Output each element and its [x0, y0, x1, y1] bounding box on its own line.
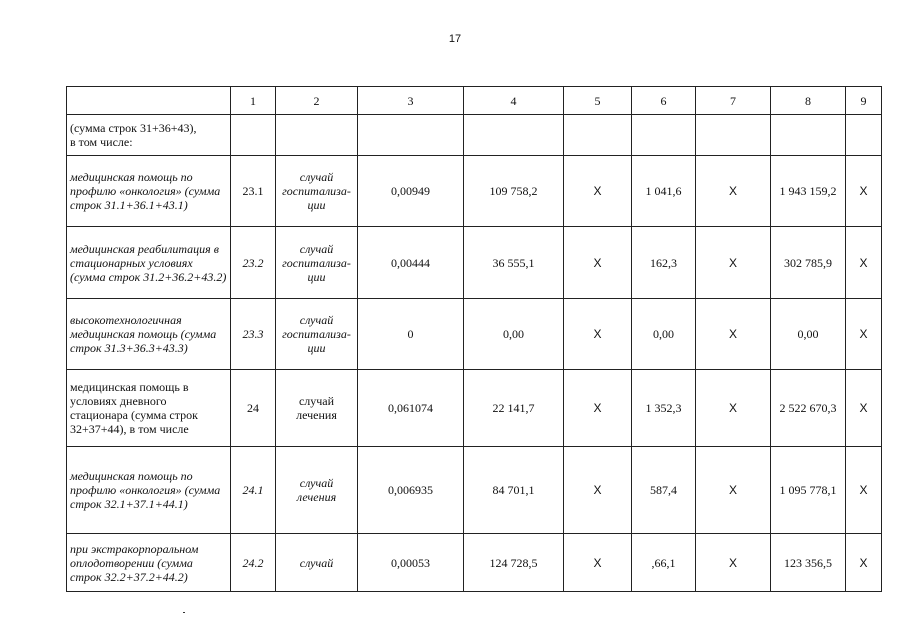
value-cell: 0 [358, 299, 464, 370]
value-cell: 22 141,7 [464, 370, 564, 447]
x-mark-cell: Х [846, 299, 882, 370]
row-code: 23.2 [231, 227, 276, 299]
header-cell: 2 [276, 87, 358, 115]
row-label: при экстракорпоральном оплодотворении (сумма строк 32.2+37.2+44.2) [67, 534, 231, 592]
value-cell: 162,3 [632, 227, 696, 299]
table-row [67, 370, 882, 447]
data-table [66, 86, 882, 592]
table-row [67, 115, 882, 156]
value-cell: 123 356,5 [771, 534, 846, 592]
value-cell [771, 115, 846, 156]
value-cell: 1 352,3 [632, 370, 696, 447]
row-label: медицинская помощь по профилю «онкология» (сумма строк 32.1+37.1+44.1) [67, 447, 231, 534]
header-cell: 6 [632, 87, 696, 115]
table-row [67, 447, 882, 534]
unit-cell: случай госпитализа-ции [276, 156, 358, 227]
value-cell: 1 041,6 [632, 156, 696, 227]
row-code: 23.1 [231, 156, 276, 227]
row-code: 23.3 [231, 299, 276, 370]
x-mark-cell [696, 115, 771, 156]
value-cell: 109 758,2 [464, 156, 564, 227]
header-cell: 9 [846, 87, 882, 115]
table-row [67, 534, 882, 592]
value-cell: 0,006935 [358, 447, 464, 534]
value-cell: 587,4 [632, 447, 696, 534]
value-cell [464, 115, 564, 156]
table-row [67, 156, 882, 227]
row-label: медицинская помощь по профилю «онкология» (сумма строк 31.1+36.1+43.1) [67, 156, 231, 227]
x-mark-cell: Х [564, 227, 632, 299]
value-cell: 302 785,9 [771, 227, 846, 299]
x-mark-cell: Х [564, 447, 632, 534]
value-cell [632, 115, 696, 156]
value-cell: 2 522 670,3 [771, 370, 846, 447]
x-mark-cell: Х [696, 299, 771, 370]
unit-cell [276, 115, 358, 156]
value-cell: 0,00 [464, 299, 564, 370]
table-header-row [67, 87, 882, 115]
x-mark-cell: Х [846, 227, 882, 299]
row-label: высокотехнологичная медицинская помощь (сумма строк 31.3+36.3+43.3) [67, 299, 231, 370]
x-mark-cell [846, 115, 882, 156]
row-code [231, 115, 276, 156]
row-label: медицинская реабилитация в стационарных условиях (сумма строк 31.2+36.2+43.2) [67, 227, 231, 299]
value-cell: 0,00 [771, 299, 846, 370]
value-cell: 1 095 778,1 [771, 447, 846, 534]
value-cell: 36 555,1 [464, 227, 564, 299]
x-mark-cell: Х [846, 447, 882, 534]
value-cell: 84 701,1 [464, 447, 564, 534]
value-cell: 0,061074 [358, 370, 464, 447]
x-mark-cell: Х [696, 227, 771, 299]
unit-cell: случай лечения [276, 370, 358, 447]
value-cell: 0,00 [632, 299, 696, 370]
page-number: 17 [448, 33, 462, 45]
header-cell: 7 [696, 87, 771, 115]
value-cell: 0,00053 [358, 534, 464, 592]
unit-cell: случай лечения [276, 447, 358, 534]
value-cell: 124 728,5 [464, 534, 564, 592]
header-cell: 1 [231, 87, 276, 115]
row-code: 24.2 [231, 534, 276, 592]
x-mark-cell: Х [846, 370, 882, 447]
x-mark-cell: Х [564, 370, 632, 447]
x-mark-cell [564, 115, 632, 156]
scan-speck [183, 612, 185, 613]
x-mark-cell: Х [564, 156, 632, 227]
header-cell: 5 [564, 87, 632, 115]
x-mark-cell: Х [696, 534, 771, 592]
header-cell: 4 [464, 87, 564, 115]
table-row [67, 299, 882, 370]
value-cell [358, 115, 464, 156]
row-code: 24.1 [231, 447, 276, 534]
x-mark-cell: Х [846, 534, 882, 592]
x-mark-cell: Х [696, 447, 771, 534]
header-cell: 3 [358, 87, 464, 115]
unit-cell: случай госпитализа-ции [276, 299, 358, 370]
value-cell: ,66,1 [632, 534, 696, 592]
x-mark-cell: Х [564, 534, 632, 592]
value-cell: 0,00949 [358, 156, 464, 227]
x-mark-cell: Х [696, 156, 771, 227]
value-cell: 0,00444 [358, 227, 464, 299]
x-mark-cell: Х [564, 299, 632, 370]
row-label: (сумма строк 31+36+43), в том числе: [67, 115, 231, 156]
header-cell-blank [67, 87, 231, 115]
table-row [67, 227, 882, 299]
unit-cell: случай госпитализа-ции [276, 227, 358, 299]
row-code: 24 [231, 370, 276, 447]
row-label: медицинская помощь в условиях дневного стационара (сумма строк 32+37+44), в том числе [67, 370, 231, 447]
unit-cell: случай [276, 534, 358, 592]
x-mark-cell: Х [846, 156, 882, 227]
header-cell: 8 [771, 87, 846, 115]
value-cell: 1 943 159,2 [771, 156, 846, 227]
x-mark-cell: Х [696, 370, 771, 447]
